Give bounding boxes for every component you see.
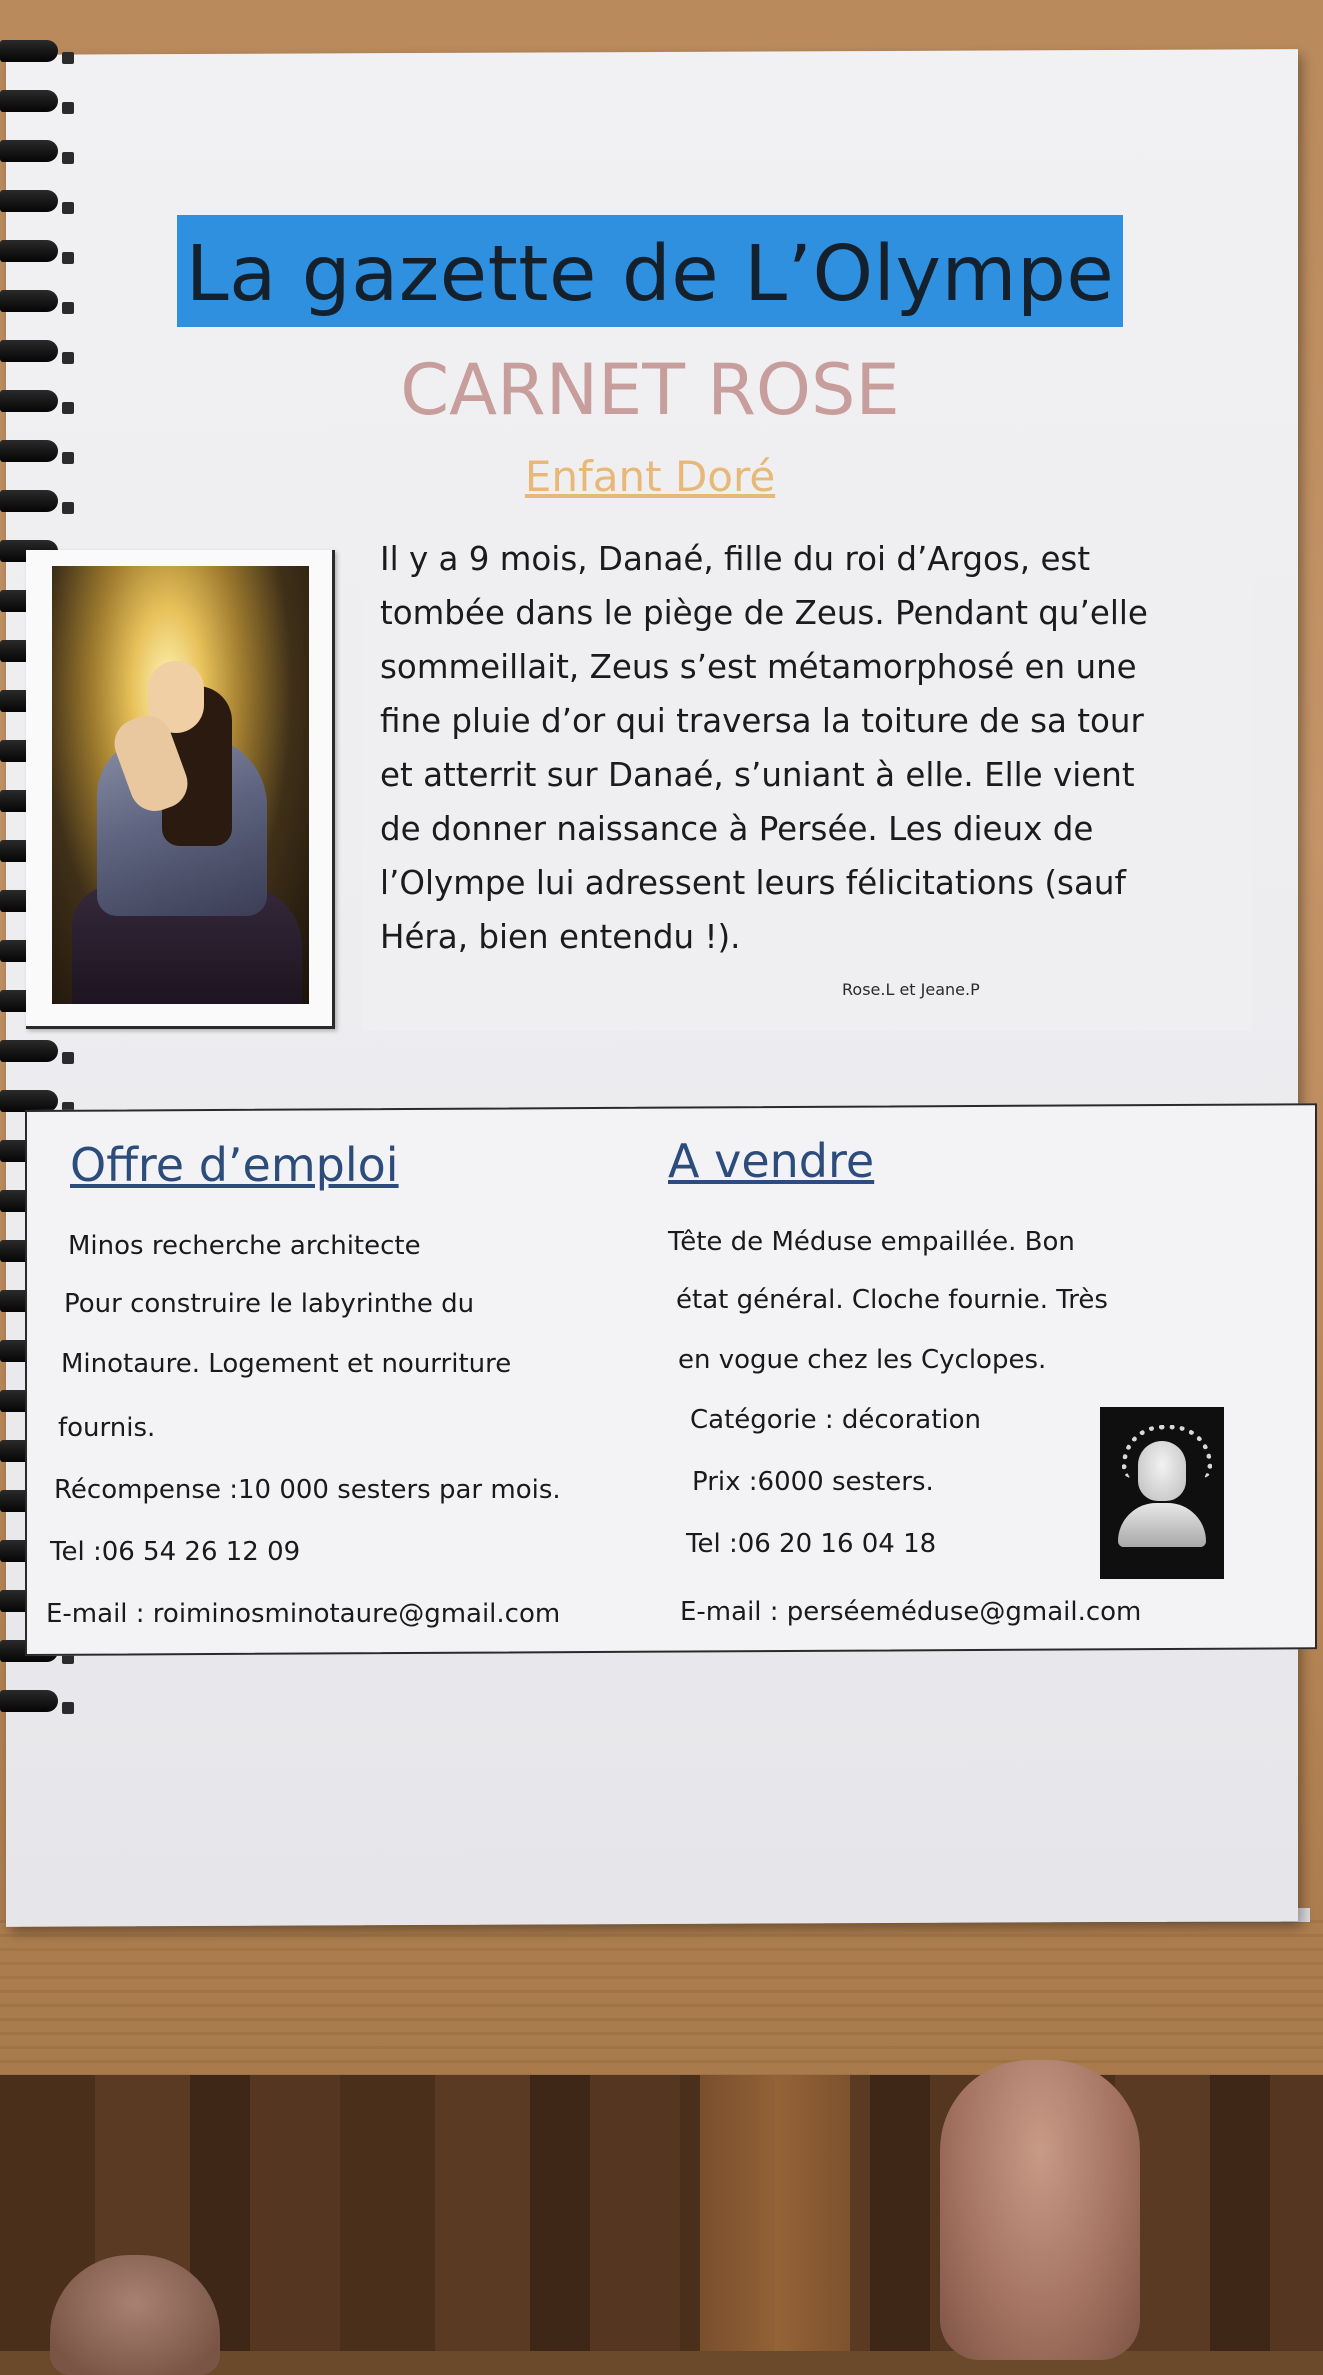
article-line: sommeillait, Zeus s’est métamorphosé en une: [380, 648, 1137, 686]
binding-hole: [62, 402, 74, 414]
foot: [940, 2060, 1140, 2360]
binding-ring: [0, 1040, 58, 1062]
binding-ring: [0, 90, 58, 112]
binding-ring: [0, 240, 58, 262]
binding-ring: [0, 40, 58, 62]
article-line: de donner naissance à Persée. Les dieux de: [380, 810, 1094, 848]
binding-hole: [62, 502, 74, 514]
article-line: fine pluie d’or qui traversa la toiture de sa tour: [380, 702, 1144, 740]
job-offer-line: Récompense :10 000 sesters par mois.: [54, 1475, 561, 1505]
gazette-title: La gazette de L’Olympe: [185, 230, 1115, 319]
article-credit: Rose.L et Jeane.P: [842, 980, 980, 999]
job-offer-title: Offre d’emploi: [70, 1138, 399, 1192]
article-line: l’Olympe lui adressent leurs félicitations (sauf: [380, 864, 1126, 902]
job-offer-phone: Tel :06 54 26 12 09: [50, 1537, 301, 1567]
binding-hole: [62, 52, 74, 64]
medusa-bust-image: [1100, 1407, 1224, 1579]
table-grain: [0, 1920, 1323, 2080]
article-body: [380, 532, 1250, 964]
section-title: CARNET ROSE: [400, 349, 900, 431]
job-offer-line: Minotaure. Logement et nourriture: [61, 1349, 512, 1379]
binding-hole: [62, 352, 74, 364]
job-offer-line: Minos recherche architecte: [68, 1231, 421, 1261]
binding-hole: [62, 252, 74, 264]
binding-hole: [62, 302, 74, 314]
for-sale-line: en vogue chez les Cyclopes.: [678, 1345, 1047, 1375]
job-offer-line: fournis.: [58, 1413, 156, 1443]
for-sale-line: Catégorie : décoration: [690, 1405, 982, 1435]
article-subtitle: Enfant Doré: [524, 452, 776, 501]
for-sale-email: E-mail : perséeméduse@gmail.com: [680, 1597, 1142, 1627]
binding-ring: [0, 190, 58, 212]
for-sale-line: état général. Cloche fournie. Très: [676, 1285, 1108, 1315]
for-sale-line: Tête de Méduse empaillée. Bon: [668, 1227, 1075, 1257]
binding-hole: [62, 202, 74, 214]
binding-hole: [62, 452, 74, 464]
floor-board-highlight: [700, 2075, 850, 2351]
binding-hole: [62, 152, 74, 164]
binding-ring: [0, 140, 58, 162]
article-line: et atterrit sur Danaé, s’uniant à elle. Elle vient: [380, 756, 1135, 794]
job-offer-line: Pour construire le labyrinthe du: [64, 1289, 475, 1319]
binding-hole: [62, 1702, 74, 1714]
article-line: Il y a 9 mois, Danaé, fille du roi d’Argos, est: [380, 540, 1091, 578]
job-offer-email: E-mail : roiminosminotaure@gmail.com: [46, 1599, 561, 1629]
danae-painting: [52, 566, 309, 1004]
article-line: Héra, bien entendu !).: [380, 918, 741, 956]
for-sale-title: A vendre: [668, 1134, 875, 1188]
binding-ring: [0, 290, 58, 312]
medusa-shoulders: [1118, 1503, 1206, 1547]
for-sale-phone: Tel :06 20 16 04 18: [686, 1529, 937, 1559]
for-sale-line: Prix :6000 sesters.: [692, 1467, 934, 1497]
article-line: tombée dans le piège de Zeus. Pendant qu’elle: [380, 594, 1148, 632]
binding-ring: [0, 340, 58, 362]
binding-ring: [0, 490, 58, 512]
binding-ring: [0, 440, 58, 462]
binding-ring: [0, 1090, 58, 1112]
binding-hole: [62, 1052, 74, 1064]
binding-ring: [0, 1690, 58, 1712]
medusa-head: [1138, 1441, 1186, 1501]
binding-hole: [62, 102, 74, 114]
binding-ring: [0, 390, 58, 412]
